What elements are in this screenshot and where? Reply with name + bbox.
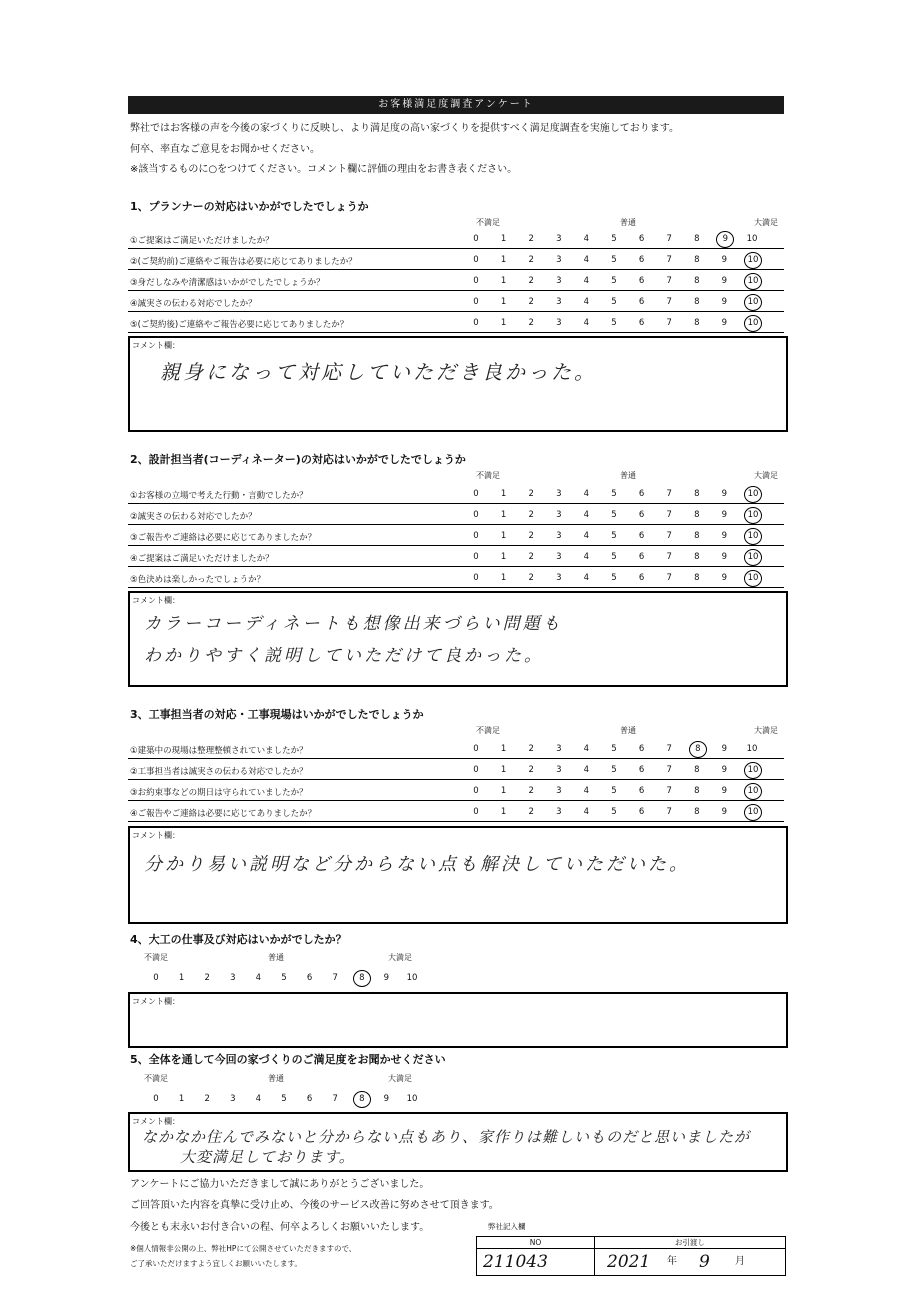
- office-use-table: [476, 1236, 786, 1276]
- question-text: ③お約束事などの期日は守られていましたか？: [130, 788, 308, 798]
- rating-option-9[interactable]: 9: [721, 531, 728, 541]
- rating-option-3[interactable]: 3: [556, 552, 562, 562]
- rating-option-7[interactable]: 7: [666, 318, 672, 328]
- rating-option-7[interactable]: 7: [666, 744, 672, 754]
- rating-option-5[interactable]: 5: [611, 255, 617, 265]
- rating-option-1[interactable]: 1: [500, 510, 507, 520]
- rating-option-10[interactable]: 10: [746, 234, 758, 244]
- rating-option-9[interactable]: 9: [721, 786, 728, 796]
- question-text: ④誠実さの伝わる対応でしたか？: [130, 299, 257, 309]
- rating-option-7[interactable]: 7: [666, 531, 672, 541]
- rating-option-10[interactable]: 10: [744, 549, 762, 566]
- rating-option-5[interactable]: 5: [281, 973, 287, 983]
- rating-option-6[interactable]: 6: [638, 297, 645, 307]
- scale-low-label: 不満足: [144, 1074, 168, 1083]
- rating-option-10[interactable]: 10: [744, 804, 762, 821]
- rating-option-3[interactable]: 3: [230, 973, 236, 983]
- rating-option-6[interactable]: 6: [638, 489, 645, 499]
- rating-option-3[interactable]: 3: [556, 489, 562, 499]
- rating-option-5[interactable]: 5: [611, 234, 617, 244]
- section-5-comment-box: [128, 1112, 788, 1172]
- section-1-title: 1、プランナーの対応はいかがでしたでしょうか: [130, 200, 369, 213]
- rating-option-2[interactable]: 2: [528, 510, 534, 520]
- question-row: [128, 525, 784, 546]
- section-3-comment-box: [128, 826, 788, 924]
- question-text: ⑤色決めは楽しかったでしょうか？: [130, 575, 266, 585]
- rating-option-8[interactable]: 8: [694, 234, 700, 244]
- rating-option-3[interactable]: 3: [556, 744, 562, 754]
- rating-option-6[interactable]: 6: [638, 807, 645, 817]
- rating-option-6[interactable]: 6: [306, 973, 313, 983]
- handover-header: お引渡し: [595, 1237, 785, 1249]
- rating-option-4[interactable]: 4: [583, 276, 590, 286]
- privacy-line-2: ご了承いただけますよう宜しくお願いいたします。: [130, 1259, 302, 1268]
- rating-option-6[interactable]: 6: [638, 552, 645, 562]
- rating-option-6[interactable]: 6: [638, 786, 645, 796]
- rating-option-3[interactable]: 3: [230, 1094, 236, 1104]
- comment-label: コメント欄：: [132, 341, 180, 350]
- rating-option-7[interactable]: 7: [666, 234, 672, 244]
- intro-line-2: 何卒、率直なご意見をお聞かせください。: [130, 144, 320, 155]
- rating-option-0[interactable]: 0: [473, 786, 479, 796]
- rating-option-0[interactable]: 0: [473, 318, 479, 328]
- rating-option-4[interactable]: 4: [583, 765, 590, 775]
- question-row: [128, 780, 784, 801]
- rating-option-9[interactable]: 9: [721, 318, 728, 328]
- rating-option-5[interactable]: 5: [611, 552, 617, 562]
- question-row: [128, 249, 784, 270]
- rating-option-3[interactable]: 3: [556, 510, 562, 520]
- rating-option-0[interactable]: 0: [473, 489, 479, 499]
- outro-line-1: アンケートにご協力いただきまして誠にありがとうございました。: [130, 1179, 430, 1190]
- rating-option-7[interactable]: 7: [332, 973, 338, 983]
- rating-option-9[interactable]: 9: [721, 807, 728, 817]
- rating-option-3[interactable]: 3: [556, 234, 562, 244]
- rating-option-10[interactable]: 10: [746, 744, 758, 754]
- section-2-comment-line-2: わかりやすく説明していただけて良かった。: [144, 646, 544, 666]
- scale-high-label: 大満足: [754, 218, 778, 227]
- rating-option-7[interactable]: 7: [666, 552, 672, 562]
- rating-option-10[interactable]: 10: [744, 783, 762, 800]
- rating-option-1[interactable]: 1: [500, 807, 507, 817]
- month-unit: 月: [735, 1256, 745, 1267]
- rating-option-3[interactable]: 3: [556, 786, 562, 796]
- rating-option-1[interactable]: 1: [500, 297, 507, 307]
- rating-option-5[interactable]: 5: [611, 573, 617, 583]
- rating-option-0[interactable]: 0: [473, 297, 479, 307]
- rating-option-2[interactable]: 2: [528, 276, 534, 286]
- rating-option-0[interactable]: 0: [473, 744, 479, 754]
- scale-mid-label: 普通: [268, 953, 284, 962]
- rating-option-6[interactable]: 6: [638, 531, 645, 541]
- rating-option-4[interactable]: 4: [255, 973, 262, 983]
- rating-option-4[interactable]: 4: [583, 744, 590, 754]
- section-4-rating-scale[interactable]: [148, 973, 438, 987]
- rating-option-9[interactable]: 9: [721, 510, 728, 520]
- rating-option-10[interactable]: 10: [744, 762, 762, 779]
- rating-option-8[interactable]: 8: [694, 255, 700, 265]
- rating-option-6[interactable]: 6: [638, 234, 645, 244]
- rating-option-7[interactable]: 7: [666, 786, 672, 796]
- scale-high-label: 大満足: [388, 953, 412, 962]
- rating-option-10[interactable]: 10: [744, 273, 762, 290]
- rating-option-5[interactable]: 5: [611, 744, 617, 754]
- question-text: ④ご報告やご連絡は必要に応じてありましたか？: [130, 809, 317, 819]
- rating-option-1[interactable]: 1: [500, 276, 507, 286]
- intro-line-3: ※該当するものに○をつけてください。コメント欄に評価の理由をお書き表ください。: [130, 164, 518, 175]
- rating-option-5[interactable]: 5: [611, 807, 617, 817]
- question-row: [128, 546, 784, 567]
- section-2-comment-box: [128, 591, 788, 687]
- rating-option-5[interactable]: 5: [611, 297, 617, 307]
- question-text: ①建築中の現場は整理整頓されていましたか？: [130, 746, 308, 756]
- rating-option-5[interactable]: 5: [611, 786, 617, 796]
- section-5-comment-line-1: なかなか住んでみないと分からない点もあり、家作りは難しいものだと思いましたが: [142, 1128, 751, 1146]
- rating-option-5[interactable]: 5: [611, 318, 617, 328]
- rating-option-1[interactable]: 1: [500, 573, 507, 583]
- rating-option-6[interactable]: 6: [306, 1094, 313, 1104]
- section-1-comment-text: 親身になって対応していただき良かった。: [160, 360, 597, 384]
- rating-option-10[interactable]: 10: [744, 507, 762, 524]
- section-5-comment-line-2: 大変満足しております。: [180, 1148, 355, 1166]
- rating-option-4[interactable]: 4: [583, 573, 590, 583]
- rating-option-4[interactable]: 4: [583, 255, 590, 265]
- rating-option-5[interactable]: 5: [611, 276, 617, 286]
- section-3-title: 3、工事担当者の対応・工事現場はいかがでしたでしょうか: [130, 708, 424, 721]
- rating-option-7[interactable]: 7: [666, 573, 672, 583]
- rating-option-7[interactable]: 7: [332, 1094, 338, 1104]
- comment-label: コメント欄：: [132, 831, 180, 840]
- rating-option-8[interactable]: 8: [694, 807, 700, 817]
- rating-option-6[interactable]: 6: [638, 318, 645, 328]
- section-4-title: 4、大工の仕事及び対応はいかがでしたか？: [130, 933, 347, 946]
- rating-option-4[interactable]: 4: [583, 807, 590, 817]
- rating-option-0[interactable]: 0: [473, 552, 479, 562]
- outro-line-3: 今後とも末永いお付き合いの程、何卒よろしくお願いいたします。: [130, 1222, 430, 1233]
- question-text: ②工事担当者は誠実さの伝わる対応でしたか？: [130, 767, 308, 777]
- rating-option-4[interactable]: 4: [583, 318, 590, 328]
- scale-low-label: 不満足: [476, 218, 500, 227]
- no-value: 211043: [483, 1252, 548, 1272]
- rating-option-3[interactable]: 3: [556, 318, 562, 328]
- question-text: ③身だしなみや清潔感はいかがでしたでしょうか？: [130, 278, 325, 288]
- handover-month: 9: [699, 1252, 710, 1272]
- comment-label: コメント欄：: [132, 596, 180, 605]
- rating-option-2[interactable]: 2: [528, 744, 534, 754]
- rating-option-7[interactable]: 7: [666, 807, 672, 817]
- rating-option-10[interactable]: 10: [744, 528, 762, 545]
- rating-option-2[interactable]: 2: [204, 973, 210, 983]
- rating-option-0[interactable]: 0: [473, 276, 479, 286]
- rating-option-0[interactable]: 0: [473, 234, 479, 244]
- question-row: [128, 567, 784, 588]
- year-unit: 年: [667, 1256, 677, 1267]
- question-text: ③ご報告やご連絡は必要に応じてありましたか？: [130, 533, 317, 543]
- scale-mid-label: 普通: [620, 471, 636, 480]
- rating-option-8[interactable]: 8: [353, 970, 371, 987]
- rating-option-0[interactable]: 0: [473, 531, 479, 541]
- rating-option-8[interactable]: 8: [694, 552, 700, 562]
- rating-option-2[interactable]: 2: [528, 531, 534, 541]
- rating-option-10[interactable]: 10: [744, 570, 762, 587]
- rating-option-5[interactable]: 5: [611, 489, 617, 499]
- rating-option-9[interactable]: 9: [721, 765, 728, 775]
- scale-mid-label: 普通: [268, 1074, 284, 1083]
- rating-option-10[interactable]: 10: [744, 294, 762, 311]
- rating-option-8[interactable]: 8: [694, 531, 700, 541]
- question-row: [128, 738, 784, 759]
- rating-option-0[interactable]: 0: [473, 807, 479, 817]
- section-3-comment-text: 分かり易い説明など分からない点も解決していただいた。: [144, 854, 690, 875]
- section-2-comment-line-1: カラーコーディネートも想像出来づらい問題も: [144, 614, 563, 634]
- rating-option-4[interactable]: 4: [583, 489, 590, 499]
- rating-option-4[interactable]: 4: [255, 1094, 262, 1104]
- rating-option-9[interactable]: 9: [383, 1094, 390, 1104]
- scale-mid-label: 普通: [620, 218, 636, 227]
- section-5-title: 5、全体を通して今回の家づくりのご満足度をお聞かせください: [130, 1053, 446, 1066]
- comment-label: コメント欄：: [132, 997, 180, 1006]
- rating-option-4[interactable]: 4: [583, 786, 590, 796]
- office-use-label: 弊社記入欄: [488, 1222, 526, 1231]
- scale-low-label: 不満足: [476, 471, 500, 480]
- rating-option-8[interactable]: 8: [694, 276, 700, 286]
- no-header: NO: [477, 1237, 595, 1249]
- rating-option-2[interactable]: 2: [528, 318, 534, 328]
- rating-option-1[interactable]: 1: [500, 765, 507, 775]
- rating-option-3[interactable]: 3: [556, 276, 562, 286]
- rating-option-2[interactable]: 2: [528, 807, 534, 817]
- rating-option-9[interactable]: 9: [721, 255, 728, 265]
- rating-option-9[interactable]: 9: [721, 552, 728, 562]
- rating-option-8[interactable]: 8: [694, 318, 700, 328]
- rating-option-4[interactable]: 4: [583, 297, 590, 307]
- rating-option-3[interactable]: 3: [556, 765, 562, 775]
- handover-year: 2021: [607, 1252, 651, 1272]
- question-row: [128, 228, 784, 249]
- scale-high-label: 大満足: [754, 471, 778, 480]
- rating-option-6[interactable]: 6: [638, 744, 645, 754]
- rating-option-0[interactable]: 0: [473, 255, 479, 265]
- rating-option-5[interactable]: 5: [611, 765, 617, 775]
- rating-option-0[interactable]: 0: [473, 573, 479, 583]
- rating-option-10[interactable]: 10: [744, 486, 762, 503]
- rating-option-9[interactable]: 9: [721, 744, 728, 754]
- privacy-line-1: ※個人情報非公開の上、弊社HPにて公開させていただきますので、: [130, 1244, 357, 1253]
- rating-option-6[interactable]: 6: [638, 276, 645, 286]
- rating-option-2[interactable]: 2: [528, 552, 534, 562]
- rating-option-5[interactable]: 5: [611, 531, 617, 541]
- rating-option-9[interactable]: 9: [383, 973, 390, 983]
- rating-option-8[interactable]: 8: [694, 786, 700, 796]
- question-row: [128, 291, 784, 312]
- rating-option-1[interactable]: 1: [500, 531, 507, 541]
- rating-option-1[interactable]: 1: [500, 255, 507, 265]
- rating-option-10[interactable]: 10: [744, 315, 762, 332]
- rating-option-1[interactable]: 1: [178, 973, 185, 983]
- rating-option-0[interactable]: 0: [473, 765, 479, 775]
- rating-option-0[interactable]: 0: [153, 1094, 159, 1104]
- rating-option-8[interactable]: 8: [694, 297, 700, 307]
- rating-option-7[interactable]: 7: [666, 297, 672, 307]
- rating-option-4[interactable]: 4: [583, 531, 590, 541]
- rating-option-7[interactable]: 7: [666, 510, 672, 520]
- rating-option-2[interactable]: 2: [528, 573, 534, 583]
- rating-option-9[interactable]: 9: [721, 573, 728, 583]
- question-text: ②誠実さの伝わる対応でしたか？: [130, 512, 257, 522]
- rating-option-8[interactable]: 8: [353, 1091, 371, 1108]
- survey-title: お客様満足度調査アンケート: [128, 96, 784, 114]
- question-row: [128, 759, 784, 780]
- rating-option-8[interactable]: 8: [694, 765, 700, 775]
- rating-option-7[interactable]: 7: [666, 765, 672, 775]
- scale-high-label: 大満足: [754, 726, 778, 735]
- rating-option-1[interactable]: 1: [500, 234, 507, 244]
- rating-option-4[interactable]: 4: [583, 510, 590, 520]
- question-row: [128, 270, 784, 291]
- question-row: [128, 504, 784, 525]
- rating-option-8[interactable]: 8: [694, 489, 700, 499]
- rating-option-9[interactable]: 9: [721, 489, 728, 499]
- rating-option-2[interactable]: 2: [528, 297, 534, 307]
- question-text: ①お客様の立場で考えた行動・言動でしたか？: [130, 491, 308, 501]
- rating-option-9[interactable]: 9: [721, 276, 728, 286]
- rating-option-0[interactable]: 0: [153, 973, 159, 983]
- comment-label: コメント欄：: [132, 1117, 180, 1126]
- question-text: ②(ご契約前)ご連絡やご報告は必要に応じてありましたか？: [130, 257, 357, 267]
- rating-option-2[interactable]: 2: [528, 786, 534, 796]
- rating-option-10[interactable]: 10: [406, 973, 418, 983]
- rating-option-3[interactable]: 3: [556, 255, 562, 265]
- question-row: [128, 312, 784, 333]
- rating-option-6[interactable]: 6: [638, 573, 645, 583]
- rating-option-9[interactable]: 9: [721, 297, 728, 307]
- rating-option-8[interactable]: 8: [689, 741, 707, 758]
- question-text: ①ご提案はご満足いただけましたか？: [130, 236, 274, 246]
- rating-option-7[interactable]: 7: [666, 489, 672, 499]
- rating-option-6[interactable]: 6: [638, 765, 645, 775]
- rating-option-8[interactable]: 8: [694, 510, 700, 520]
- rating-option-3[interactable]: 3: [556, 531, 562, 541]
- outro-line-2: ご回答頂いた内容を真摯に受け止め、今後のサービス改善に努めさせて頂きます。: [130, 1200, 499, 1211]
- rating-option-10[interactable]: 10: [406, 1094, 418, 1104]
- rating-option-1[interactable]: 1: [500, 786, 507, 796]
- rating-option-9[interactable]: 9: [716, 231, 734, 248]
- rating-option-4[interactable]: 4: [583, 234, 590, 244]
- rating-option-8[interactable]: 8: [694, 573, 700, 583]
- rating-option-6[interactable]: 6: [638, 510, 645, 520]
- rating-option-2[interactable]: 2: [204, 1094, 210, 1104]
- section-4-comment-box: [128, 992, 788, 1048]
- rating-option-3[interactable]: 3: [556, 573, 562, 583]
- rating-option-4[interactable]: 4: [583, 552, 590, 562]
- question-text: ⑤(ご契約後)ご連絡やご報告必要に応じてありましたか？: [130, 320, 349, 330]
- rating-option-5[interactable]: 5: [611, 510, 617, 520]
- rating-option-2[interactable]: 2: [528, 255, 534, 265]
- rating-option-10[interactable]: 10: [744, 252, 762, 269]
- rating-option-1[interactable]: 1: [500, 489, 507, 499]
- intro-line-1: 弊社ではお客様の声を今後の家づくりに反映し、より満足度の高い家づくりを提供すべく満足度調査を実施しております。: [130, 123, 679, 134]
- rating-option-1[interactable]: 1: [500, 318, 507, 328]
- question-row: [128, 483, 784, 504]
- rating-option-0[interactable]: 0: [473, 510, 479, 520]
- rating-option-3[interactable]: 3: [556, 807, 562, 817]
- scale-high-label: 大満足: [388, 1074, 412, 1083]
- rating-option-7[interactable]: 7: [666, 255, 672, 265]
- section-2-title: 2、設計担当者(コーディネーター)の対応はいかがでしたでしょうか: [130, 453, 466, 466]
- rating-option-2[interactable]: 2: [528, 765, 534, 775]
- rating-option-5[interactable]: 5: [281, 1094, 287, 1104]
- question-text: ④ご提案はご満足いただけましたか？: [130, 554, 274, 564]
- rating-option-7[interactable]: 7: [666, 276, 672, 286]
- rating-option-2[interactable]: 2: [528, 234, 534, 244]
- question-row: [128, 801, 784, 822]
- scale-mid-label: 普通: [620, 726, 636, 735]
- rating-option-3[interactable]: 3: [556, 297, 562, 307]
- rating-option-1[interactable]: 1: [500, 552, 507, 562]
- rating-option-2[interactable]: 2: [528, 489, 534, 499]
- scale-low-label: 不満足: [476, 726, 500, 735]
- section-1-comment-box: [128, 336, 788, 432]
- section-5-rating-scale[interactable]: [148, 1094, 438, 1108]
- rating-option-1[interactable]: 1: [500, 744, 507, 754]
- scale-low-label: 不満足: [144, 953, 168, 962]
- rating-option-6[interactable]: 6: [638, 255, 645, 265]
- rating-option-1[interactable]: 1: [178, 1094, 185, 1104]
